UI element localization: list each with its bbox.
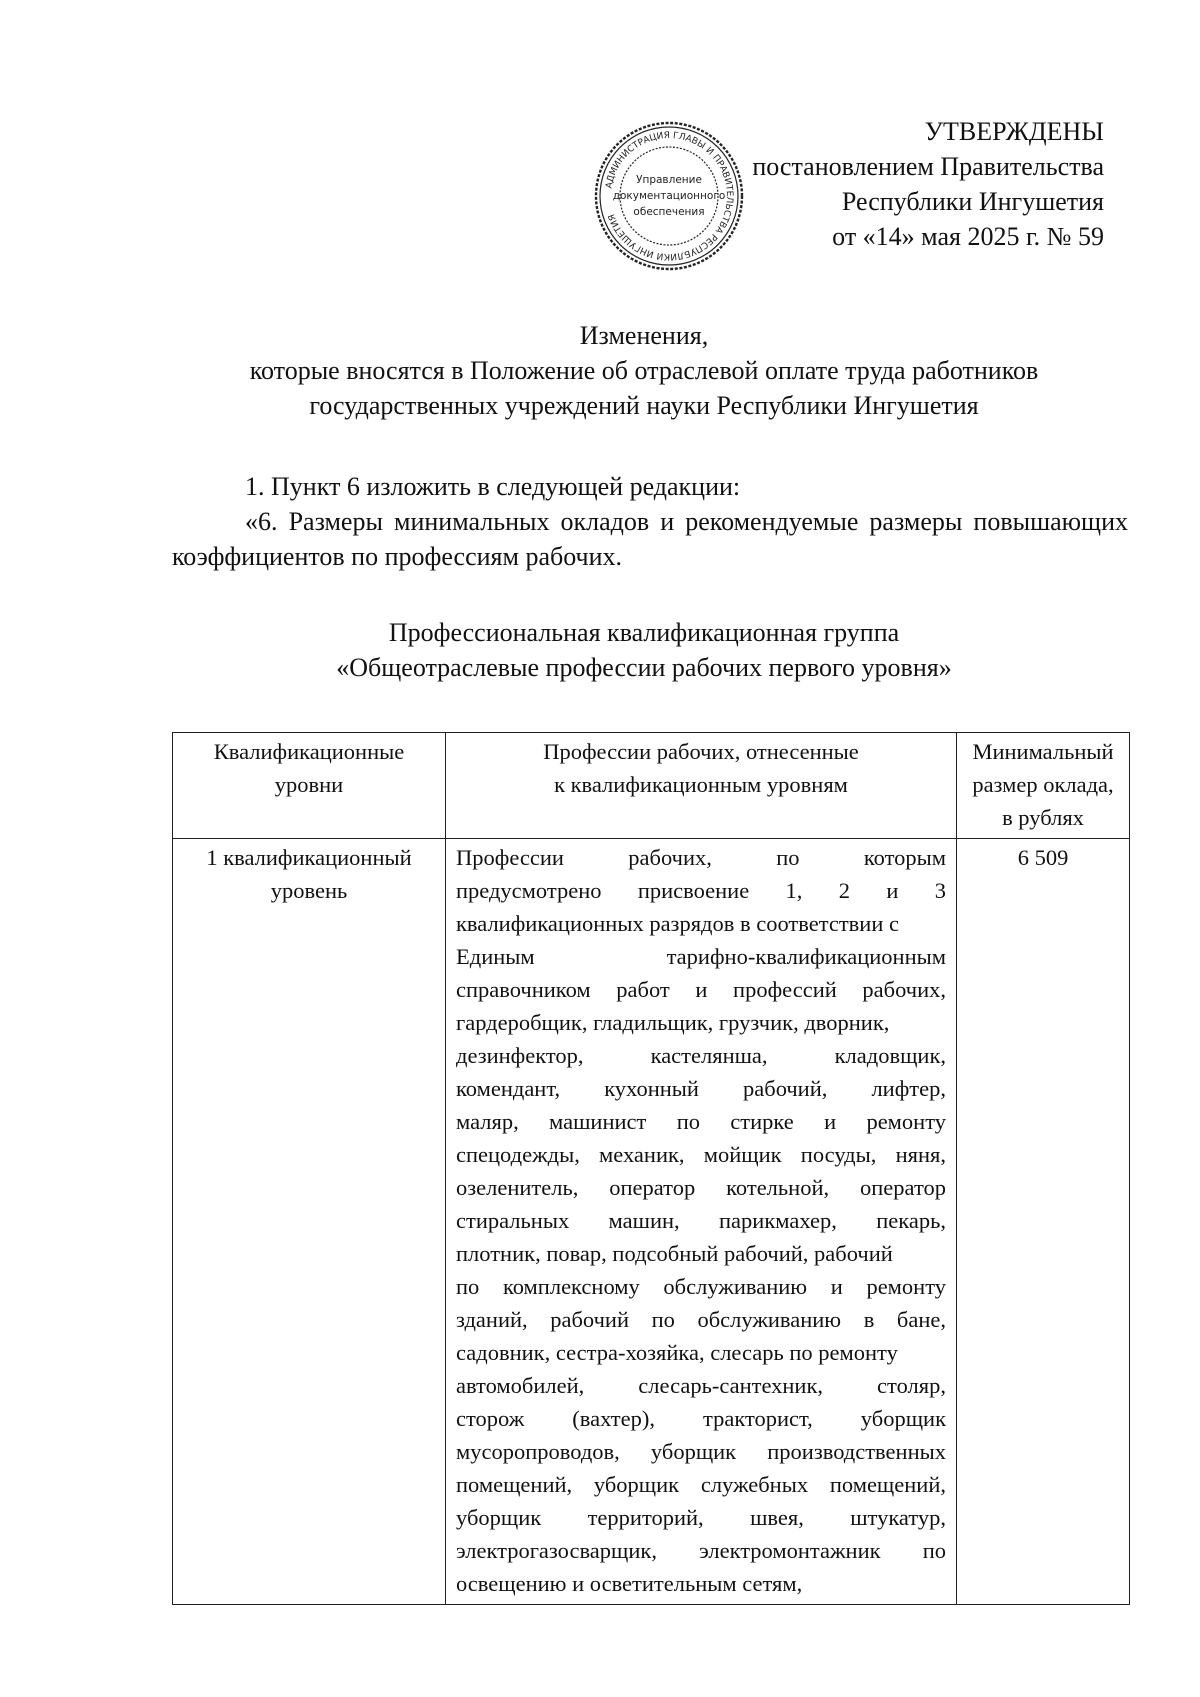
approval-title: УТВЕРЖДЕНЫ xyxy=(924,117,1104,146)
header-text: к квалификационным уровням xyxy=(554,772,848,797)
table-row xyxy=(173,839,1130,1605)
profession-line: автомобилей, слесарь-сантехник, столяр, xyxy=(456,1373,946,1398)
profession-line: уборщик территорий, швея, штукатур, xyxy=(456,1505,946,1530)
profession-line: мусоропроводов, уборщик производственных xyxy=(456,1439,946,1464)
title-line: государственных учреждений науки Республики Ингушетия xyxy=(309,391,979,420)
profession-line: садовник, сестра-хозяйка, слесарь по ремонту xyxy=(456,1340,898,1365)
title-line: Изменения, xyxy=(579,321,709,350)
cell-salary: 6 509 xyxy=(957,839,1130,1605)
header-text: размер оклада, xyxy=(972,772,1114,797)
title-line: которые вносятся в Положение об отраслевой оплате труда работников xyxy=(249,356,1039,385)
profession-line: помещений, уборщик служебных помещений, xyxy=(456,1472,946,1497)
stamp-line: документационного xyxy=(612,190,726,202)
header-text: Профессии рабочих, отнесенные xyxy=(543,739,859,764)
paragraph-2: «6. Размеры минимальных окладов и рекомендуемые размеры повышающих коэффициентов по профессиям рабочих. xyxy=(172,507,1128,571)
profession-line: комендант, кухонный рабочий, лифтер, xyxy=(456,1076,946,1101)
profession-line: электрогазосварщик, электромонтажник по xyxy=(456,1538,946,1563)
salary-table xyxy=(172,732,1130,1605)
profession-line: справочником работ и профессий рабочих, xyxy=(456,977,946,1002)
paragraph-1: 1. Пункт 6 изложить в следующей редакции: xyxy=(245,472,741,501)
profession-line: квалификационных разрядов в соответствии с xyxy=(456,911,899,936)
cell-professions xyxy=(446,839,957,1605)
group-title-line: Профессиональная квалификационная группа xyxy=(388,618,900,647)
approval-date: от «14» мая 2025 г. № 59 xyxy=(832,222,1104,251)
profession-line: по комплексному обслуживанию и ремонту xyxy=(456,1274,946,1299)
header-levels xyxy=(173,733,446,839)
profession-line: озеленитель, оператор котельной, оператор xyxy=(456,1175,946,1200)
level-text: уровень xyxy=(270,878,348,903)
header-text: Минимальный xyxy=(972,739,1114,764)
profession-line: гардеробщик, гладильщик, грузчик, дворник, xyxy=(456,1010,890,1035)
profession-line: маляр, машинист по стирке и ремонту xyxy=(456,1109,946,1134)
profession-line: дезинфектор, кастелянша, кладовщик, xyxy=(456,1043,946,1068)
profession-line: спецодежды, механик, мойщик посуды, няня, xyxy=(456,1142,946,1167)
table-header-row xyxy=(173,733,1130,839)
stamp-line: обеспечения xyxy=(633,206,705,218)
profession-line: сторож (вахтер), тракторист, уборщик xyxy=(456,1406,946,1431)
profession-line: предусмотрено присвоение 1, 2 и 3 xyxy=(456,878,946,903)
profession-line: плотник, повар, подсобный рабочий, рабочий xyxy=(456,1241,893,1266)
profession-line: освещению и осветительным сетям, xyxy=(456,1571,803,1596)
group-title xyxy=(160,615,1128,685)
approval-line: постановлением Правительства xyxy=(752,152,1104,181)
official-stamp xyxy=(593,120,745,272)
header-professions xyxy=(446,733,957,839)
profession-line: зданий, рабочий по обслуживанию в бане, xyxy=(456,1307,946,1332)
cell-level xyxy=(173,839,446,1605)
header-salary xyxy=(957,733,1130,839)
approval-block xyxy=(752,114,1104,254)
header-text: уровни xyxy=(274,772,344,797)
group-title-line: «Общеотраслевые профессии рабочих первого уровня» xyxy=(336,653,952,682)
profession-line: стиральных машин, парикмахер, пекарь, xyxy=(456,1208,946,1233)
document-title xyxy=(160,318,1128,423)
level-text: 1 квалификационный xyxy=(206,845,412,870)
profession-line: Профессии рабочих, по которым xyxy=(456,845,946,870)
header-text: в рублях xyxy=(1002,805,1084,830)
profession-line: Единым тарифно-квалификационным xyxy=(456,944,946,969)
approval-line: Республики Ингушетия xyxy=(841,187,1104,216)
header-text: Квалификационные xyxy=(213,739,405,764)
stamp-ring-text: АДМИНИСТРАЦИЯ ГЛАВЫ И ПРАВИТЕЛЬСТВА РЕСПУБЛИКИ ИНГУШЕТИЯ xyxy=(604,130,735,262)
stamp-line: Управление xyxy=(636,174,702,186)
